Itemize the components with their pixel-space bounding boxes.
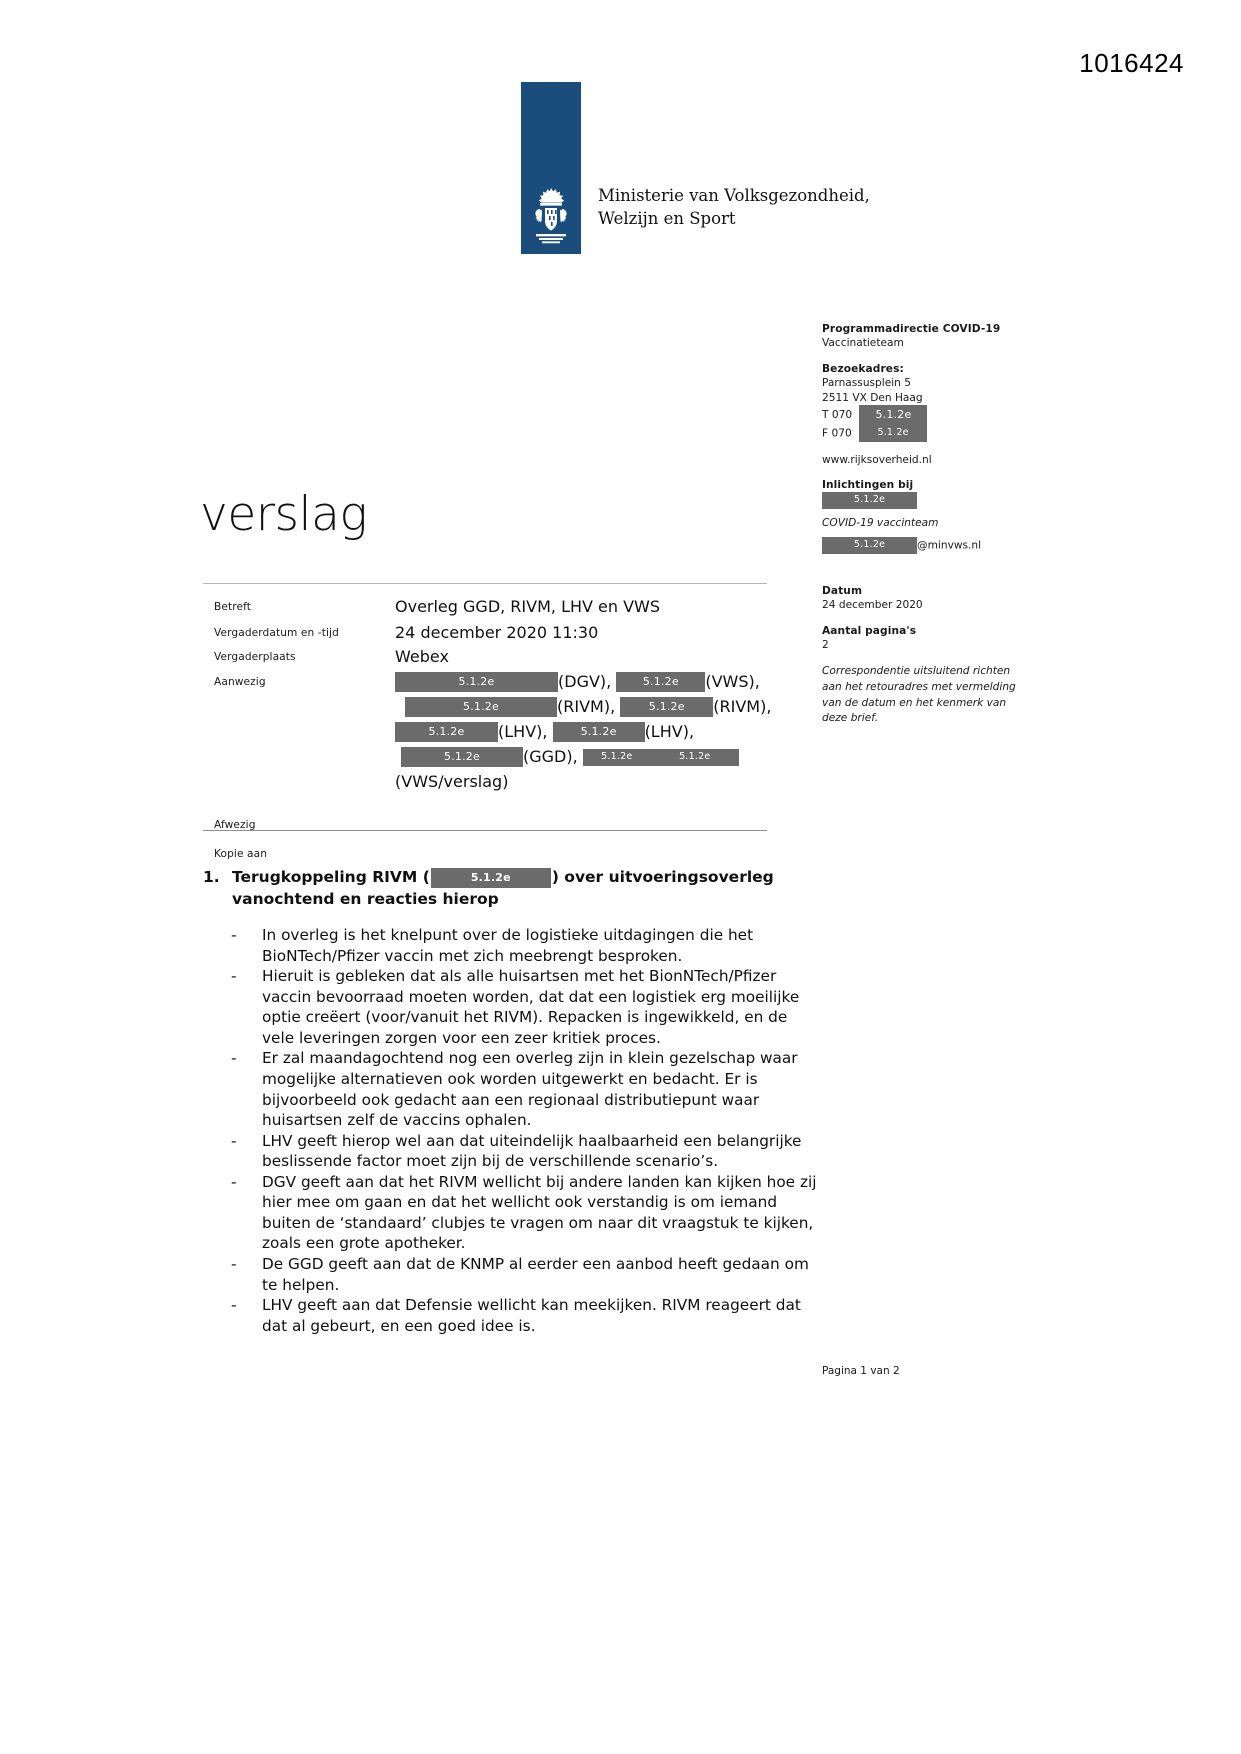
field-vergaderplaats-label: Vergaderplaats — [214, 651, 296, 664]
phone-prefix: T 070 — [822, 409, 853, 422]
redaction-attendee-2: 5.1.2e — [616, 672, 705, 692]
attendee-org-rivm-2: (RIVM), — [713, 696, 772, 716]
section-1-heading — [203, 866, 823, 910]
field-vergaderdatum-value: 24 december 2020 11:30 — [395, 622, 599, 642]
redaction-email: 5.1.2e — [822, 537, 917, 554]
redaction-attendee-8: 5.1.2e — [583, 749, 651, 766]
address-line-1: Parnassusplein 5 — [822, 377, 912, 390]
divider-top — [203, 583, 767, 584]
ministry-name — [598, 184, 870, 231]
section-1-bullets — [231, 925, 821, 1336]
field-betreft-value: Overleg GGD, RIVM, LHV en VWS — [395, 597, 661, 616]
list-item — [231, 966, 821, 1048]
fax-prefix: F 070 — [822, 427, 852, 440]
website-block — [822, 453, 1022, 467]
email-line — [822, 537, 1022, 554]
attendees-list — [395, 671, 772, 796]
list-item — [231, 1295, 821, 1336]
redaction-attendee-7: 5.1.2e — [401, 747, 523, 767]
redaction-attendee-1: 5.1.2e — [395, 672, 558, 692]
field-afwezig-label: Afwezig — [214, 818, 256, 831]
list-item — [231, 1131, 821, 1172]
attendee-org-vws: (VWS), — [705, 671, 760, 691]
redaction-attendee-5: 5.1.2e — [395, 722, 498, 742]
section-title-part1: Terugkoppeling RIVM ( — [232, 868, 430, 886]
address-line-2: 2511 VX Den Haag — [822, 391, 923, 404]
list-item — [231, 1254, 821, 1295]
attendee-line-4 — [395, 746, 745, 771]
visit-address-label: Bezoekadres: — [822, 362, 904, 375]
section-number: 1. — [203, 868, 220, 886]
redaction-attendee-6: 5.1.2e — [553, 722, 645, 742]
list-item-text: Hieruit is gebleken dat als alle huisartsen met het BionNTech/Pfizer vaccin bevoorraad moeten worden, dat dat een logistiek erg moeilijke optie creëert (voor/vanuit het RIVM). Repacken is ingewikkeld, en de vele leveringen zorgen voor een zeer kritiek proces. — [262, 967, 800, 1047]
list-item-text: LHV geeft aan dat Defensie wellicht kan meekijken. RIVM reageert dat dat al gebeurt, en een goed idee is. — [262, 1296, 801, 1335]
attendee-line-1 — [395, 671, 760, 696]
list-item-text: Er zal maandagochtend nog een overleg zijn in klein gezelschap waar mogelijke alternatieven ook worden uitgewerkt en bedacht. Er is bijvoorbeeld ook gedacht aan een regionaal distributiepunt waar huisartsen zelf de vaccins ophalen. — [262, 1049, 798, 1130]
ministry-name-line2: Welzijn en Sport — [598, 209, 736, 229]
redaction-info-name: 5.1.2e — [822, 492, 917, 509]
team-label: Vaccinatieteam — [822, 337, 904, 350]
date-value: 24 december 2020 — [822, 599, 923, 612]
section-title-part2: ) over uitvoeringsoverleg — [551, 868, 774, 886]
field-vergaderplaats-value: Webex — [395, 647, 449, 667]
pages-value: 2 — [822, 638, 829, 651]
redaction-attendee-4: 5.1.2e — [620, 697, 713, 717]
directorate-label: Programmadirectie COVID-19 — [822, 323, 1001, 335]
document-number: 1016424 — [1079, 48, 1184, 78]
attendee-line-5 — [395, 771, 745, 796]
list-item — [231, 1172, 821, 1254]
attendee-line-2 — [395, 696, 772, 721]
field-afwezig — [214, 814, 774, 831]
field-vergaderplaats — [214, 646, 774, 668]
attendee-org-vws-verslag: (VWS/verslag) — [395, 771, 509, 791]
list-item-text: DGV geeft aan dat het RIVM wellicht bij andere landen kan kijken hoe zij hier mee om gaan en dat het wellicht ook verstandig is om iemand buiten de ‘standaard’ clubjes te vragen om naar dit vraagstuk te kijken, zoals een grote apotheker. — [262, 1172, 817, 1253]
field-kopie-aan — [214, 843, 774, 860]
list-item-text: In overleg is het knelpunt over de logistieke uitdagingen die het BioNTech/Pfizer vaccin met zich meebrengt besproken. — [262, 926, 754, 965]
list-item — [231, 925, 821, 966]
redaction-phone: 5.1.2e — [859, 405, 927, 425]
attendee-org-rivm-1: (RIVM), — [557, 696, 616, 716]
info-label: Inlichtingen bij — [822, 478, 914, 491]
pages-label: Aantal pagina's — [822, 624, 917, 637]
list-item — [231, 1048, 821, 1130]
email-domain: @minvws.nl — [917, 539, 982, 552]
ministry-logo — [521, 82, 870, 254]
bullet-dash-icon: - — [231, 1049, 237, 1068]
visit-address-block — [822, 362, 1022, 442]
section-title — [232, 866, 823, 910]
bullet-dash-icon: - — [231, 1131, 237, 1150]
info-team: COVID-19 vaccinteam — [822, 516, 939, 529]
attendee-line-3 — [395, 721, 745, 746]
date-block — [822, 584, 1022, 613]
pages-block — [822, 624, 1022, 653]
section-title-line2: vanochtend en reacties hierop — [232, 890, 499, 908]
phone-line — [822, 405, 1022, 425]
redaction-fax: 5.1.2e — [859, 425, 927, 442]
netherlands-government-crest-icon — [529, 184, 573, 246]
meta-sidebar — [822, 322, 1022, 727]
field-vergaderdatum-label: Vergaderdatum en -tijd — [214, 626, 339, 639]
directorate-block — [822, 322, 1022, 351]
attendee-org-dgv: (DGV), — [558, 671, 612, 691]
page-title: verslag — [200, 487, 368, 542]
meeting-fields — [214, 596, 774, 860]
redaction-attendee-9: 5.1.2e — [651, 749, 739, 766]
attendee-org-lhv-2: (LHV), — [644, 721, 695, 741]
field-kopie-aan-label: Kopie aan — [214, 847, 268, 860]
field-betreft-label: Betreft — [214, 601, 251, 613]
attendee-org-ggd: (GGD), — [523, 746, 578, 766]
date-label: Datum — [822, 584, 863, 597]
bullet-dash-icon: - — [231, 1172, 237, 1191]
website-url[interactable]: www.rijksoverheid.nl — [822, 453, 932, 466]
bullet-dash-icon: - — [231, 967, 237, 986]
field-aanwezig — [214, 671, 774, 796]
list-item-text: De GGD geeft aan dat de KNMP al eerder een aanbod heeft gedaan om te helpen. — [262, 1255, 809, 1294]
bullet-dash-icon: - — [231, 926, 237, 944]
field-vergaderdatum — [214, 622, 774, 644]
redaction-attendee-3: 5.1.2e — [405, 697, 557, 717]
list-item-text: LHV geeft hierop wel aan dat uiteindelijk haalbaarheid een belangrijke beslissende factor moet zijn bij de verschillende scenario’s. — [262, 1131, 802, 1171]
page-footer: Pagina 1 van 2 — [822, 1365, 900, 1377]
field-betreft — [214, 596, 774, 618]
bullet-dash-icon: - — [231, 1296, 237, 1315]
bullet-dash-icon: - — [231, 1255, 237, 1273]
field-aanwezig-label: Aanwezig — [214, 675, 266, 688]
logo-blue-bar — [521, 82, 581, 254]
fax-line — [822, 425, 1022, 442]
correspondence-note: Correspondentie uitsluitend richten aan het retouradres met vermelding van de datum en het kenmerk van deze brief. — [822, 665, 1016, 725]
redaction-section-title: 5.1.2e — [431, 868, 551, 888]
attendee-org-lhv-1: (LHV), — [498, 721, 548, 741]
info-block — [822, 478, 1022, 554]
ministry-name-line1: Ministerie van Volksgezondheid, — [598, 186, 870, 205]
